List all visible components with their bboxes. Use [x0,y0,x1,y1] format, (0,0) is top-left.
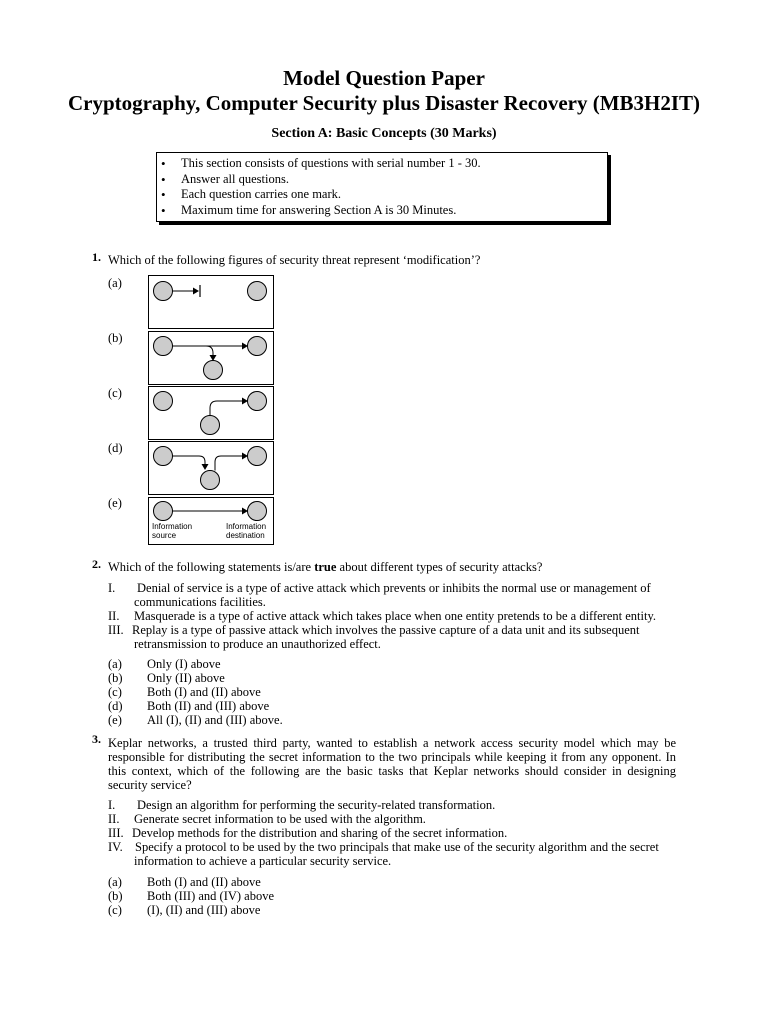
figure-interruption [148,275,274,329]
statement-text: Design an algorithm for performing the security-related transformation. [137,798,496,812]
statement-number: I. [108,798,116,812]
question-line: Keplar networks, a trusted third party, wanted to establish a network access security model which may be [108,736,676,750]
statement-number: IV. [108,840,123,854]
option-label: (b) [108,889,123,903]
option-text: Both (II) and (III) above [147,699,270,713]
figure-modification [148,441,274,495]
instruction-item: • Answer all questions. [161,172,607,188]
statement-number: III. [108,826,124,840]
question-number: 3. [92,732,101,746]
figure-fabrication [148,386,274,440]
statement-text: Generate secret information to be used with the algorithm. [134,812,426,826]
question-text [108,736,676,792]
statement-number: II. [108,609,120,623]
question-text: Which of the following figures of security threat represent ‘modification’? [108,253,481,267]
statement-text: Develop methods for the distribution and sharing of the secret information. [132,826,508,840]
option-label: (d) [108,441,123,455]
option-text: Both (I) and (II) above [147,875,261,889]
option-label: (a) [108,657,122,671]
statement-text-cont: information to achieve a particular security service. [134,854,392,868]
option-label: (d) [108,699,123,713]
statement-text: Replay is a type of passive attack which involves the passive capture of a data unit and its subsequent [132,623,640,637]
statement-text-cont: communications facilities. [134,595,266,609]
paper-subtitle: Cryptography, Computer Security plus Disaster Recovery (MB3H2IT) [67,91,701,115]
option-label: (b) [108,331,123,345]
option-text: Both (I) and (II) above [147,685,261,699]
option-label: (e) [108,713,122,727]
instruction-item: • Maximum time for answering Section A is 30 Minutes. [161,203,607,219]
figure-label-source: Information source [152,522,193,540]
option-label: (b) [108,671,123,685]
statement-text: Denial of service is a type of active attack which prevents or inhibits the normal use or management of [137,581,651,595]
paper-title: Model Question Paper [283,66,485,90]
figure-interception [148,331,274,385]
figure-label-destination: Information destination [226,522,267,540]
question-number: 1. [92,250,101,264]
option-label: (c) [108,685,122,699]
instructions-box [156,152,608,222]
statement-text: Masquerade is a type of active attack which takes place when one entity pretends to be a different entity. [134,609,657,623]
statement-text: Specify a protocol to be used by the two principals that make use of the security algorithm and the secret [135,840,659,854]
question-number: 2. [92,557,101,571]
instruction-item: • Each question carries one mark. [161,187,607,203]
option-label: (c) [108,386,122,400]
option-label: (a) [108,276,122,290]
statement-number: I. [108,581,116,595]
option-text: (I), (II) and (III) above [147,903,261,917]
question-text: Which of the following statements is/are true about different types of security attacks? [108,560,543,574]
question-line: this context, which of the following are the basic tasks that Keplar networks should consider in designing [108,764,676,778]
option-label: (c) [108,903,122,917]
option-label: (e) [108,496,122,510]
instruction-item: • This section consists of questions with serial number 1 - 30. [161,156,607,172]
option-text: Only (I) above [147,657,221,671]
option-label: (a) [108,875,122,889]
question-line: security service? [108,778,192,792]
question-line: responsible for distributing the secret information to the two principals while keeping it from any opponent. In [108,750,676,764]
section-heading: Section A: Basic Concepts (30 Marks) [271,126,497,141]
statement-number: II. [108,812,120,826]
option-text: Only (II) above [147,671,225,685]
statement-number: III. [108,623,124,637]
option-text: All (I), (II) and (III) above. [147,713,283,727]
statement-text-cont: retransmission to produce an unauthorized effect. [134,637,381,651]
option-text: Both (III) and (IV) above [147,889,275,903]
